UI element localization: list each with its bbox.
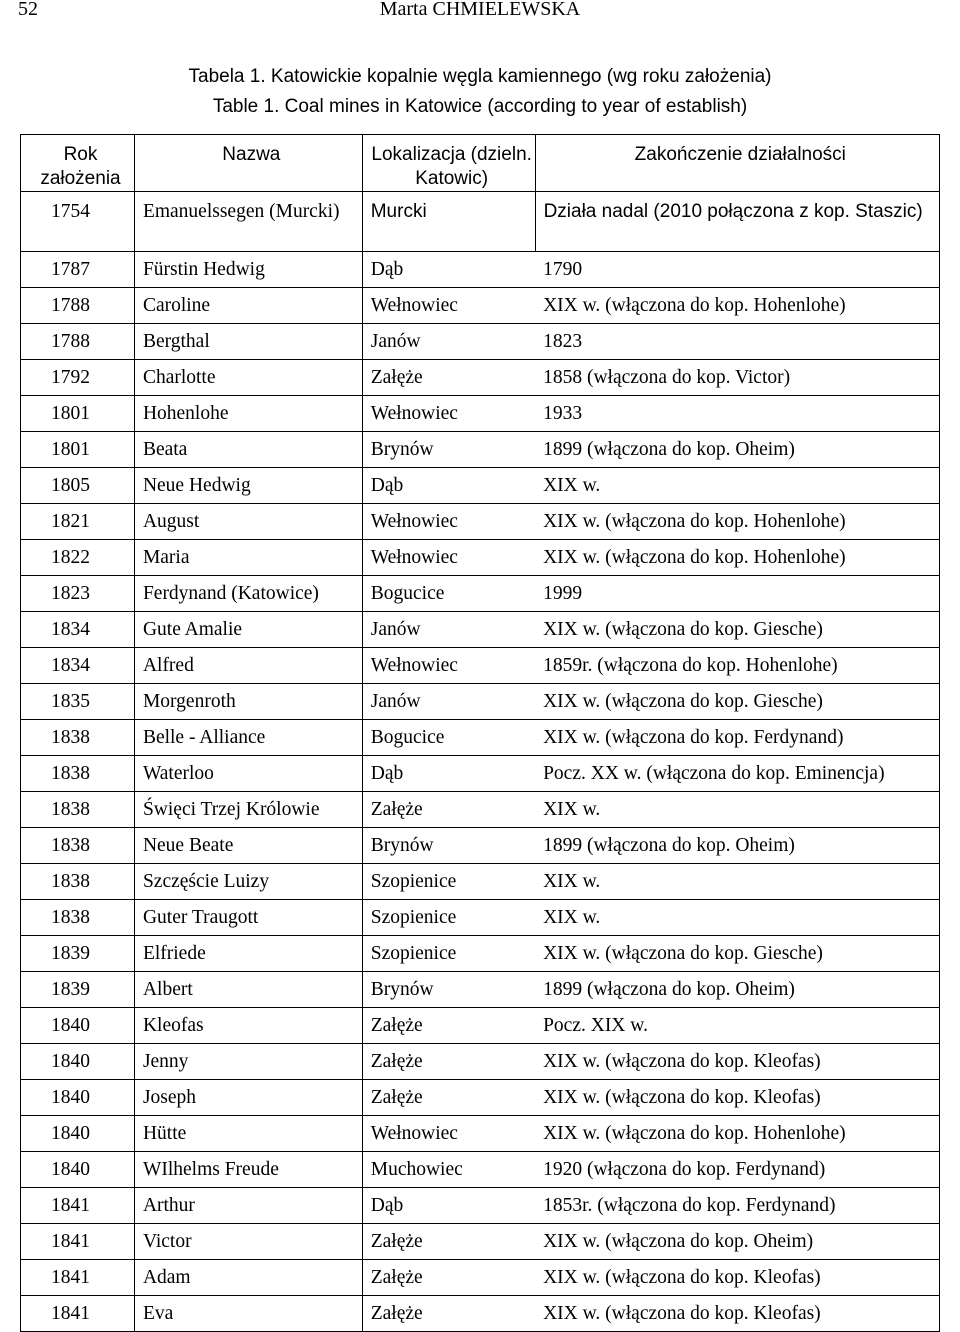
row-year: 1835 [21,684,135,720]
row-location: Szopienice [362,864,535,900]
row-name: Gute Amalie [134,612,362,648]
row-name: Beata [134,432,362,468]
table-row [21,792,940,828]
header-location: Lokalizacja (dzieln. Katowic) [362,135,535,192]
table-row [21,1044,940,1080]
row-end: XIX w. [535,864,939,900]
row-end: XIX w. (włączona do kop. Kleofas) [535,1296,939,1332]
row-end: 1853r. (włączona do kop. Ferdynand) [535,1188,939,1224]
row-year: 1838 [21,864,135,900]
table-row [21,324,940,360]
row-name: Maria [134,540,362,576]
row-end: Pocz. XX w. (włączona do kop. Eminencja) [535,756,939,792]
table-row [21,1296,940,1332]
coal-mines-table [20,134,940,1332]
row-name: Święci Trzej Królowie [134,792,362,828]
row-year: 1823 [21,576,135,612]
row-location: Wełnowiec [362,540,535,576]
table-row [21,720,940,756]
row-name: Victor [134,1224,362,1260]
row-name: Jenny [134,1044,362,1080]
row-end: XIX w. (włączona do kop. Hohenlohe) [535,504,939,540]
row-name: Guter Traugott [134,900,362,936]
row-location: Wełnowiec [362,396,535,432]
row-location: Wełnowiec [362,288,535,324]
table-row [21,432,940,468]
row-year: 1838 [21,828,135,864]
row-name: Emanuelssegen (Murcki) [134,192,362,252]
table-row [21,396,940,432]
row-location: Załęże [362,1008,535,1044]
row-name: Morgenroth [134,684,362,720]
row-year: 1838 [21,720,135,756]
row-year: 1834 [21,612,135,648]
row-location: Brynów [362,828,535,864]
table-caption-polish: Tabela 1. Katowickie kopalnie węgla kamiennego (wg roku założenia) [188,66,772,87]
row-year: 1841 [21,1188,135,1224]
row-location: Janów [362,684,535,720]
row-name: Adam [134,1260,362,1296]
header-year: Rok założenia [21,135,135,192]
row-year: 1840 [21,1152,135,1188]
row-year: 1754 [21,192,135,252]
row-location: Szopienice [362,900,535,936]
table-row [21,900,940,936]
row-year: 1801 [21,432,135,468]
row-location: Wełnowiec [362,1116,535,1152]
row-name: WIlhelms Freude [134,1152,362,1188]
table-row [21,1152,940,1188]
row-location: Bogucice [362,720,535,756]
row-end: XIX w. (włączona do kop. Giesche) [535,612,939,648]
row-year: 1840 [21,1116,135,1152]
row-name: Kleofas [134,1008,362,1044]
table-row [21,252,940,288]
row-location: Załęże [362,1080,535,1116]
table-row [21,540,940,576]
row-end: XIX w. (włączona do kop. Giesche) [535,684,939,720]
row-name: Belle - Alliance [134,720,362,756]
row-year: 1841 [21,1224,135,1260]
table-row [21,828,940,864]
row-location: Dąb [362,1188,535,1224]
table-row [21,972,940,1008]
row-year: 1838 [21,792,135,828]
row-year: 1792 [21,360,135,396]
row-end: XIX w. (włączona do kop. Giesche) [535,936,939,972]
header-end: Zakończenie działalności [535,135,939,192]
table-row [21,756,940,792]
row-year: 1801 [21,396,135,432]
table-row [21,576,940,612]
row-year: 1787 [21,252,135,288]
row-location: Wełnowiec [362,504,535,540]
row-name: Elfriede [134,936,362,972]
row-year: 1839 [21,972,135,1008]
row-name: Hütte [134,1116,362,1152]
row-name: Neue Beate [134,828,362,864]
row-name: Neue Hedwig [134,468,362,504]
table-row [21,1260,940,1296]
row-year: 1840 [21,1044,135,1080]
row-year: 1840 [21,1008,135,1044]
row-end: 1899 (włączona do kop. Oheim) [535,828,939,864]
row-name: Charlotte [134,360,362,396]
table-body [21,192,940,1332]
row-location: Załęże [362,360,535,396]
row-end: XIX w. (włączona do kop. Ferdynand) [535,720,939,756]
row-location: Dąb [362,756,535,792]
row-end: XIX w. [535,468,939,504]
row-end: Pocz. XIX w. [535,1008,939,1044]
row-end: XIX w. (włączona do kop. Kleofas) [535,1044,939,1080]
row-name: Szczęście Luizy [134,864,362,900]
table-row [21,936,940,972]
table-row [21,864,940,900]
table-header-row [21,135,940,192]
table-row [21,1080,940,1116]
row-year: 1788 [21,324,135,360]
row-name: Hohenlohe [134,396,362,432]
row-year: 1840 [21,1080,135,1116]
row-location: Murcki [362,192,535,252]
table-row [21,360,940,396]
table-row [21,612,940,648]
row-year: 1821 [21,504,135,540]
row-end: XIX w. (włączona do kop. Hohenlohe) [535,1116,939,1152]
table-row [21,1116,940,1152]
row-end: XIX w. (włączona do kop. Kleofas) [535,1080,939,1116]
row-year: 1805 [21,468,135,504]
row-year: 1838 [21,900,135,936]
row-location: Załęże [362,792,535,828]
row-name: Waterloo [134,756,362,792]
row-location: Dąb [362,468,535,504]
row-end: XIX w. (włączona do kop. Oheim) [535,1224,939,1260]
row-year: 1838 [21,756,135,792]
row-location: Załęże [362,1044,535,1080]
table-row [21,1188,940,1224]
row-location: Janów [362,612,535,648]
row-end: 1999 [535,576,939,612]
row-end: 1790 [535,252,939,288]
row-end: 1933 [535,396,939,432]
header-name: Nazwa [134,135,362,192]
table-row [21,648,940,684]
table-row [21,504,940,540]
table-row [21,192,940,252]
row-name: Fürstin Hedwig [134,252,362,288]
row-end: 1859r. (włączona do kop. Hohenlohe) [535,648,939,684]
table-row [21,1008,940,1044]
table-row [21,684,940,720]
row-location: Wełnowiec [362,648,535,684]
row-name: Bergthal [134,324,362,360]
row-year: 1841 [21,1296,135,1332]
table-caption [0,62,960,122]
row-location: Załęże [362,1260,535,1296]
row-location: Brynów [362,972,535,1008]
row-end: XIX w. (włączona do kop. Hohenlohe) [535,540,939,576]
row-end: XIX w. [535,792,939,828]
row-location: Dąb [362,252,535,288]
running-head-author: Marta CHMIELEWSKA [379,0,581,20]
row-end: XIX w. (włączona do kop. Hohenlohe) [535,288,939,324]
row-end: 1920 (włączona do kop. Ferdynand) [535,1152,939,1188]
row-year: 1788 [21,288,135,324]
row-location: Załęże [362,1296,535,1332]
table-caption-english: Table 1. Coal mines in Katowice (according to year of establish) [212,96,748,117]
row-end: 1899 (włączona do kop. Oheim) [535,432,939,468]
row-end: XIX w. [535,900,939,936]
row-location: Muchowiec [362,1152,535,1188]
row-name: Alfred [134,648,362,684]
row-year: 1822 [21,540,135,576]
row-name: Eva [134,1296,362,1332]
row-location: Janów [362,324,535,360]
row-year: 1834 [21,648,135,684]
row-end: XIX w. (włączona do kop. Kleofas) [535,1260,939,1296]
row-location: Bogucice [362,576,535,612]
table-row [21,468,940,504]
page-number: 52 [18,0,38,20]
row-end: Działa nadal (2010 połączona z kop. Staszic) [535,192,939,252]
row-location: Załęże [362,1224,535,1260]
row-location: Szopienice [362,936,535,972]
row-name: Ferdynand (Katowice) [134,576,362,612]
row-name: Albert [134,972,362,1008]
row-location: Brynów [362,432,535,468]
row-name: Joseph [134,1080,362,1116]
row-year: 1839 [21,936,135,972]
row-name: Caroline [134,288,362,324]
row-end: 1823 [535,324,939,360]
row-name: Arthur [134,1188,362,1224]
table-row [21,288,940,324]
row-end: 1858 (włączona do kop. Victor) [535,360,939,396]
table-row [21,1224,940,1260]
row-end: 1899 (włączona do kop. Oheim) [535,972,939,1008]
row-name: August [134,504,362,540]
row-year: 1841 [21,1260,135,1296]
